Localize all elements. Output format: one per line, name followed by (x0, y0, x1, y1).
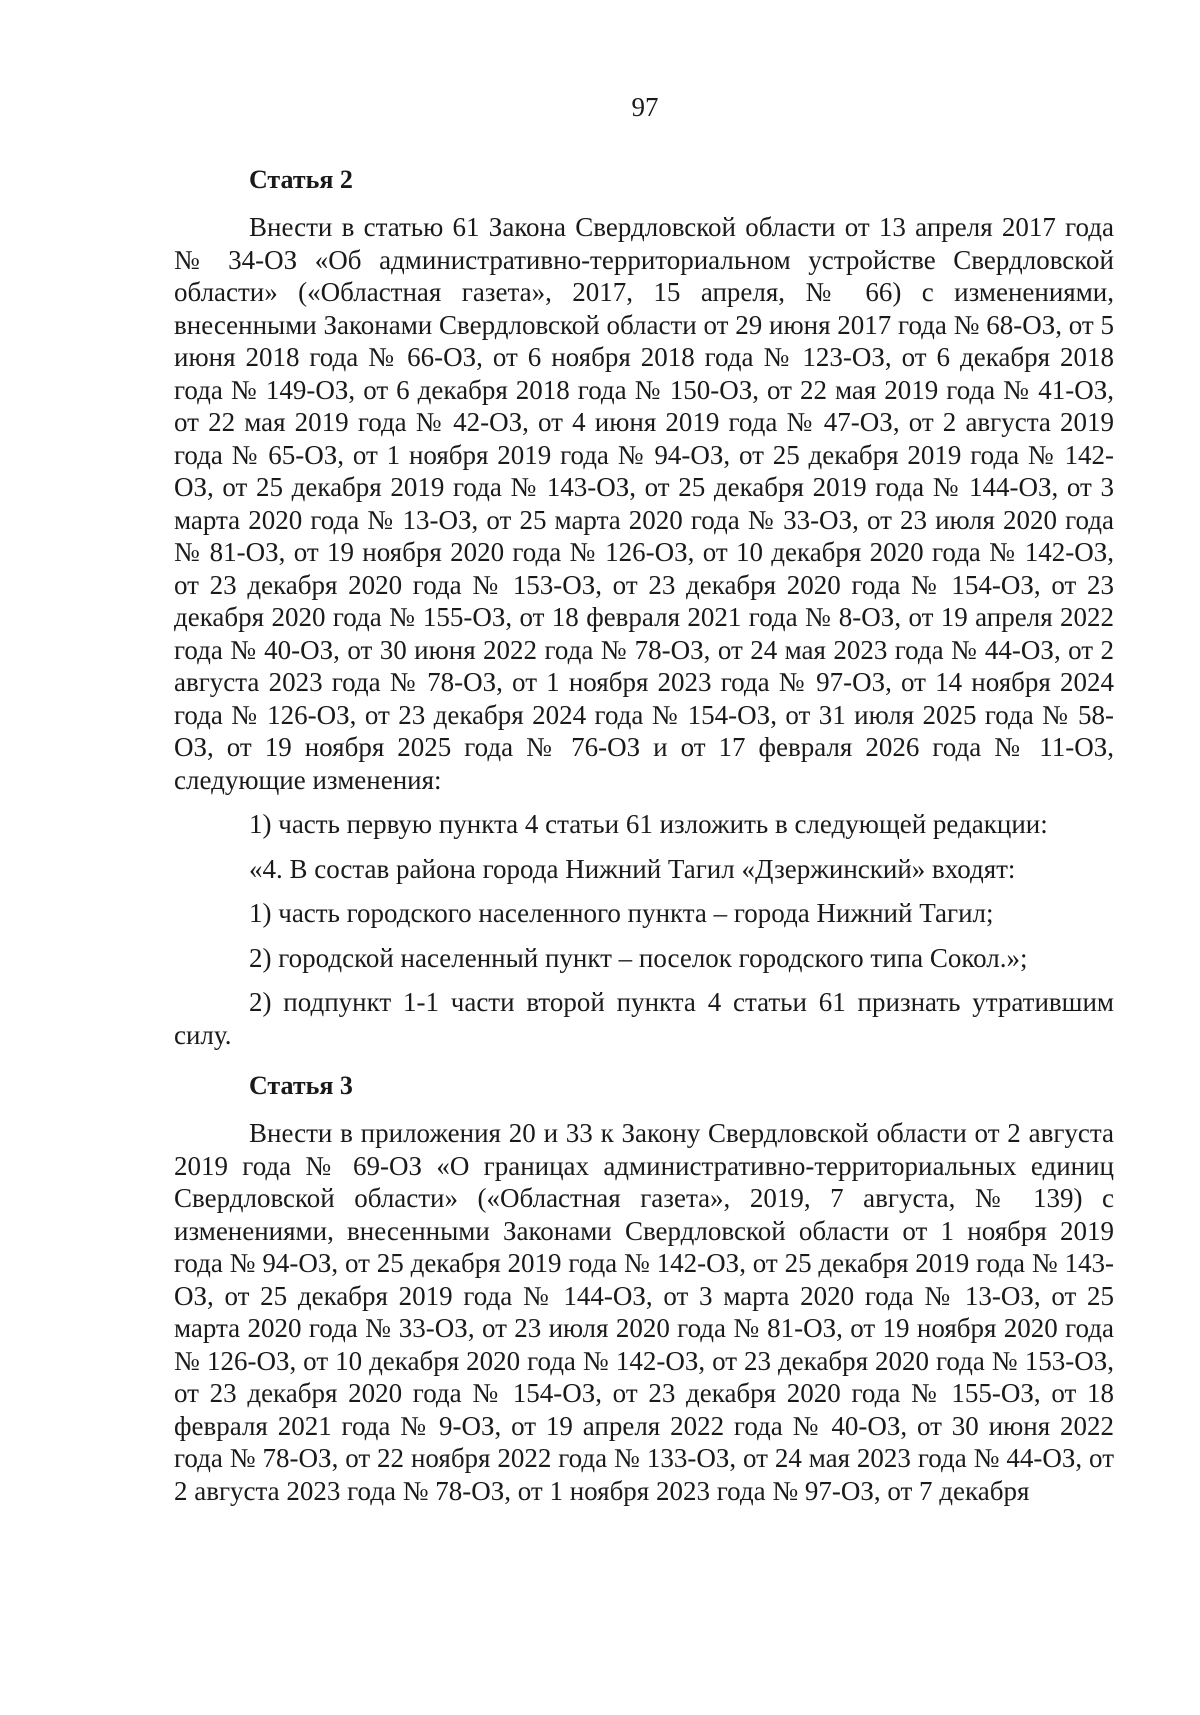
article-2-item-1: 1) часть первую пункта 4 статьи 61 изложить в следующей редакции: (249, 809, 1048, 839)
article-2-title: Статья 2 (249, 165, 353, 194)
article-2-item-2: «4. В состав района города Нижний Тагил «Дзержинский» входят: (249, 853, 1016, 884)
article-2-item-5: 2) подпункт 1-1 части второй пункта 4 статьи 61 признать утратившим силу. (174, 987, 1114, 1050)
document-body (174, 163, 1114, 1507)
article-3-title: Статья 3 (249, 1071, 353, 1100)
page-number: 97 (631, 92, 659, 122)
article-2-item-3: 1) часть городского населенного пункта – города Нижний Тагил; (249, 898, 994, 928)
article-3-intro: Внести в приложения 20 и 33 к Закону Свердловской области от 2 августа 2019 года № 69-ОЗ «О границах административно-территориальных единиц Свердловской области» («Областная газета», 2019, 7 августа, № 139) с изменениями, внесенными Законами Свердловской области от 1 ноября 2019 года № 94-ОЗ, от 25 декабря 2019 года № 142-ОЗ, от 25 декабря 2019 года № 143-ОЗ, от 25 декабря 2019 года № 144-ОЗ, от 3 марта 2020 года № 13-ОЗ, от 25 марта 2020 года № 33-ОЗ, от 23 июля 2020 года № 81-ОЗ, от 19 ноября 2020 года № 126-ОЗ, от 10 декабря 2020 года № 142-ОЗ, от 23 декабря 2020 года № 153-ОЗ, от 23 декабря 2020 года № 154-ОЗ, от 23 декабря 2020 года № 155-ОЗ, от 18 февраля 2021 года № 9-ОЗ, от 19 апреля 2022 года № 40-ОЗ, от 30 июня 2022 года № 78-ОЗ, от 22 ноября 2022 года № 133-ОЗ, от 24 мая 2023 года № 44-ОЗ, от 2 августа 2023 года № 78-ОЗ, от 1 ноября 2023 года № 97-ОЗ, от 7 декабря (174, 1118, 1114, 1506)
article-2-item-4: 2) городской населенный пункт – поселок городского типа Сокол.»; (249, 942, 1028, 973)
article-3 (174, 1069, 1114, 1507)
article-2 (174, 163, 1114, 1051)
article-2-intro: Внести в статью 61 Закона Свердловской области от 13 апреля 2017 года № 34-ОЗ «Об административно-территориальном устройстве Свердловской области» («Областная газета», 2017, 15 апреля, № 66) с изменениями, внесенными Законами Свердловской области от 29 июня 2017 года № 68-ОЗ, от 5 июня 2018 года № 66-ОЗ, от 6 ноября 2018 года № 123-ОЗ, от 6 декабря 2018 года № 149-ОЗ, от 6 декабря 2018 года № 150-ОЗ, от 22 мая 2019 года № 41-ОЗ, от 22 мая 2019 года № 42-ОЗ, от 4 июня 2019 года № 47-ОЗ, от 2 августа 2019 года № 65-ОЗ, от 1 ноября 2019 года № 94-ОЗ, от 25 декабря 2019 года № 142-ОЗ, от 25 декабря 2019 года № 143-ОЗ, от 25 декабря 2019 года № 144-ОЗ, от 3 марта 2020 года № 13-ОЗ, от 25 марта 2020 года № 33-ОЗ, от 23 июля 2020 года № 81-ОЗ, от 19 ноября 2020 года № 126-ОЗ, от 10 декабря 2020 года № 142-ОЗ, от 23 декабря 2020 года № 153-ОЗ, от 23 декабря 2020 года № 154-ОЗ, от 23 декабря 2020 года № 155-ОЗ, от 18 февраля 2021 года № 8-ОЗ, от 19 апреля 2022 года № 40-ОЗ, от 30 июня 2022 года № 78-ОЗ, от 24 мая 2023 года № 44-ОЗ, от 2 августа 2023 года № 78-ОЗ, от 1 ноября 2023 года № 97-ОЗ, от 14 ноября 2024 года № 126-ОЗ, от 23 декабря 2024 года № 154-ОЗ, от 31 июля 2025 года № 58-ОЗ, от 19 ноября 2025 года № 76-ОЗ и от 17 февраля 2026 года № 11-ОЗ, следующие изменения: (174, 212, 1114, 795)
